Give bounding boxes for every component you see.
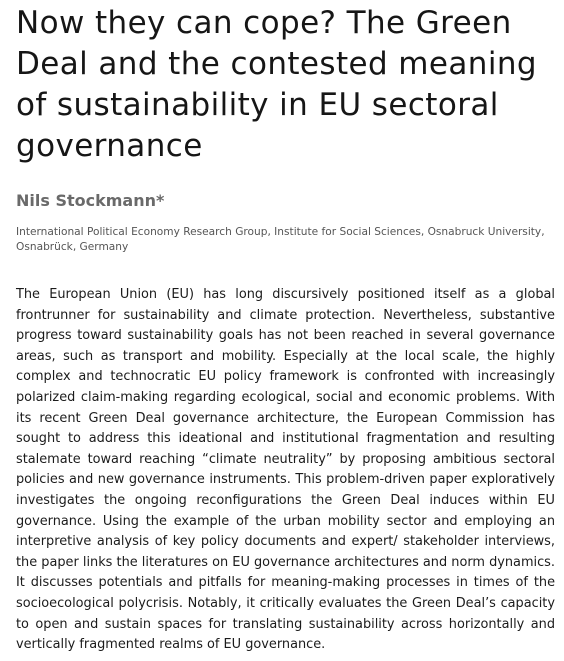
abstract-text: The European Union (EU) has long discursively positioned itself as a global frontrunner for sustainability and climate protection. Nevertheless, substantive progress toward sustainability goals has not been reached in several governance areas, such as transport and mobility. Especially at the local scale, the highly complex and technocratic EU policy framework is confronted with increasingly polarized claim-making regarding ecological, social and economic problems. With its recent Green Deal governance architecture, the European Commission has sought to address this ideational and institutional fragmentation and resulting stalemate toward reaching “climate neutrality” by proposing ambitious sectoral policies and new governance instruments. This problem-driven paper exploratively investigates the ongoing reconfigurations the Green Deal induces within EU governance. Using the example of the urban mobility sector and employing an interpretive analysis of key policy documents and expert/ stakeholder interviews, the paper links the literatures on EU governance architectures and norm dynamics. It discusses potentials and pitfalls for meaning-making processes in times of the socioecological polycrisis. Notably, it critically evaluates the Green Deal’s capacity to open and sustain spaces for translating sustainability across horizontally and vertically fragmented realms of EU governance. bbox=[16, 287, 555, 653]
author-affiliation: International Political Economy Research Group, Institute for Social Sciences, Osnabruck University, Osnabrück, Germany bbox=[16, 226, 545, 253]
author-name: Nils Stockmann* bbox=[16, 191, 165, 210]
article-title: Now they can cope? The Green Deal and the contested meaning of sustainability in EU sectoral governance bbox=[16, 5, 537, 164]
